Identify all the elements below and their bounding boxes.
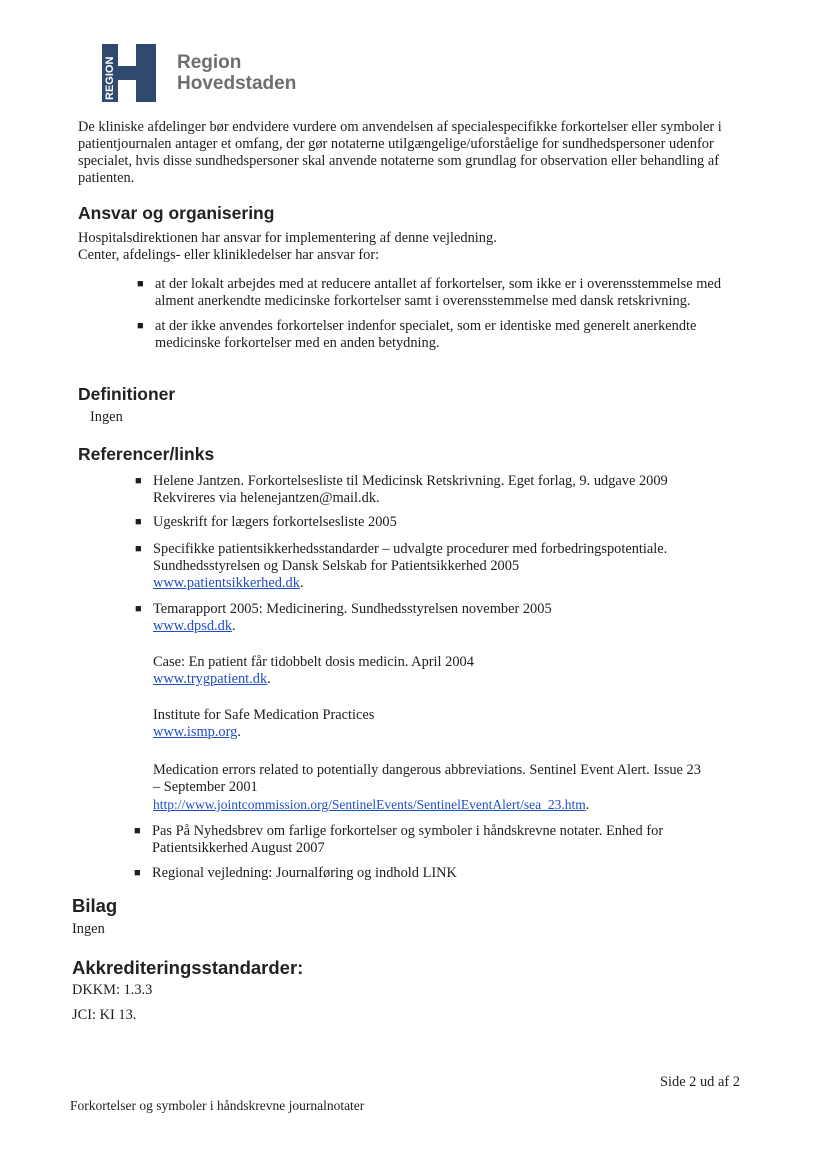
footer-title: Forkortelser og symboler i håndskrevne journalnotater xyxy=(70,1098,365,1113)
link-dpsd[interactable]: www.dpsd.dk xyxy=(153,618,233,634)
heading-bilag: Bilag xyxy=(72,895,118,916)
ref-3: ■ Specifikke patientsikkerhedsstandarder – udvalgte procedurer med forbedringspotentiale. Sundhedsstyrelsen og Dansk Selskab for Patientsikkerhed 2005 www.patientsikkerhed.dk. xyxy=(153,541,743,592)
region-logo xyxy=(100,42,158,104)
svg-text:REGION: REGION xyxy=(104,56,116,100)
akkreditering-jci: JCI: KI 13. xyxy=(72,1007,137,1023)
ref-3-text2: Sundhedsstyrelsen og Dansk Selskab for Patientsikkerhed 2005 xyxy=(153,558,520,574)
ansvar-bullet-1: at der lokalt arbejdes med at reducere antallet af forkortelser, som ikke er i overensstemmelse med alment anerkendte medicinske forkortelser samt i overensstemmelse med dansk retskrivning. xyxy=(155,276,722,309)
ref-5-text: Pas På Nyhedsbrev om farlige forkortelser og symboler i håndskrevne notater. Enhed for xyxy=(152,823,664,839)
link-patientsikkerhed[interactable]: www.patientsikkerhed.dk xyxy=(153,575,300,591)
ref-6 xyxy=(134,865,742,882)
bullet-icon: ■ xyxy=(135,475,142,487)
ansvar-line-1: Hospitalsdirektionen har ansvar for implementering af denne vejledning. xyxy=(78,230,497,246)
akkreditering-dkkm: DKKM: 1.3.3 xyxy=(72,982,153,998)
ref-2-text: Ugeskrift for lægers forkortelsesliste 2005 xyxy=(153,514,397,530)
ref-3-text: Specifikke patientsikkerhedsstandarder – udvalgte procedurer med forbedringspotentiale. xyxy=(153,541,668,557)
ref-1-text: Helene Jantzen. Forkortelsesliste til Medicinsk Retskrivning. Eget forlag, 9. udgave 2009 xyxy=(153,473,668,489)
ansvar-line-2: Center, afdelings- eller klinikledelser har ansvar for: xyxy=(78,247,380,263)
ref-6-text: Regional vejledning: Journalføring og indhold LINK xyxy=(152,865,457,881)
heading-akkreditering: Akkrediteringsstandarder: xyxy=(72,957,304,978)
ansvar-text xyxy=(78,230,738,264)
ref-4-case: Case: En patient får tidobbelt dosis medicin. April 2004 www.trygpatient.dk. xyxy=(153,654,753,688)
ref-4: ■ Temarapport 2005: Medicinering. Sundhedsstyrelsen november 2005 www.dpsd.dk. xyxy=(153,601,753,635)
ansvar-bullets xyxy=(137,276,740,352)
ref-4-text: Temarapport 2005: Medicinering. Sundhedsstyrelsen november 2005 xyxy=(153,601,552,617)
bullet-icon: ■ xyxy=(134,867,141,879)
ref-4-ismp: Institute for Safe Medication Practices www.ismp.org. xyxy=(153,707,753,741)
case-text: Case: En patient får tidobbelt dosis medicin. April 2004 xyxy=(153,654,474,670)
definitioner-text: Ingen xyxy=(90,409,123,425)
bullet-icon: ■ xyxy=(134,825,141,837)
bullet-icon: ■ xyxy=(137,320,144,332)
link-ismp[interactable]: www.ismp.org xyxy=(153,724,238,740)
bullet-icon: ■ xyxy=(137,278,144,290)
bullet-icon: ■ xyxy=(135,516,142,528)
link-jointcommission[interactable]: http://www.jointcommission.org/SentinelEvents/SentinelEventAlert/sea_23.htm xyxy=(153,797,586,812)
list-item xyxy=(137,318,740,352)
link-trygpatient[interactable]: www.trygpatient.dk xyxy=(153,671,268,687)
logo-line-hovedstaden: Hovedstaden xyxy=(177,73,297,94)
intro-paragraph: De kliniske afdelinger bør endvidere vurdere om anvendelsen af specialespecifikke forkortelser eller symboler i patientjournalen antager et omfang, der gør notaterne utilgængelige/uforståelige for sundhedspersoner udenfor specialet, hvis disse sundhedspersoner skal anvende notaterne som grundlag for observation eller behandling af patienten. xyxy=(78,119,722,186)
ansvar-bullet-2: at der ikke anvendes forkortelser indenfor specialet, som er identiske med generelt anerkendte medicinske forkortelser med en anden betydning. xyxy=(155,318,697,351)
ref-5 xyxy=(134,823,742,857)
region-h-icon xyxy=(100,42,158,104)
ismp-text: Institute for Safe Medication Practices xyxy=(153,707,375,723)
ref-2 xyxy=(135,514,743,531)
bilag-text: Ingen xyxy=(72,921,105,937)
heading-ansvar: Ansvar og organisering xyxy=(78,203,275,223)
ref-1 xyxy=(135,473,743,507)
list-item xyxy=(137,276,740,310)
heading-referencer: Referencer/links xyxy=(78,444,215,464)
bullet-icon: ■ xyxy=(135,543,142,555)
page-number: Side 2 ud af 2 xyxy=(660,1074,740,1090)
heading-definitioner: Definitioner xyxy=(78,384,176,404)
jc-text2: – September 2001 xyxy=(153,779,258,795)
logo-wordmark xyxy=(177,52,296,94)
ref-5-text2: Patientsikkerhed August 2007 xyxy=(152,840,325,856)
ref-1-text2: Rekvireres via helenejantzen@mail.dk. xyxy=(153,490,380,506)
logo-line-region: Region xyxy=(177,52,242,73)
ref-4-jointcommission: Medication errors related to potentially dangerous abbreviations. Sentinel Event Alert. Issue 23 – September 2001 http://www.jointcommission.org/SentinelEvents/SentinelEventAlert/sea_23.htm. xyxy=(153,762,753,814)
jc-text: Medication errors related to potentially dangerous abbreviations. Sentinel Event Alert. Issue 23 xyxy=(153,762,701,778)
bullet-icon: ■ xyxy=(135,603,142,615)
